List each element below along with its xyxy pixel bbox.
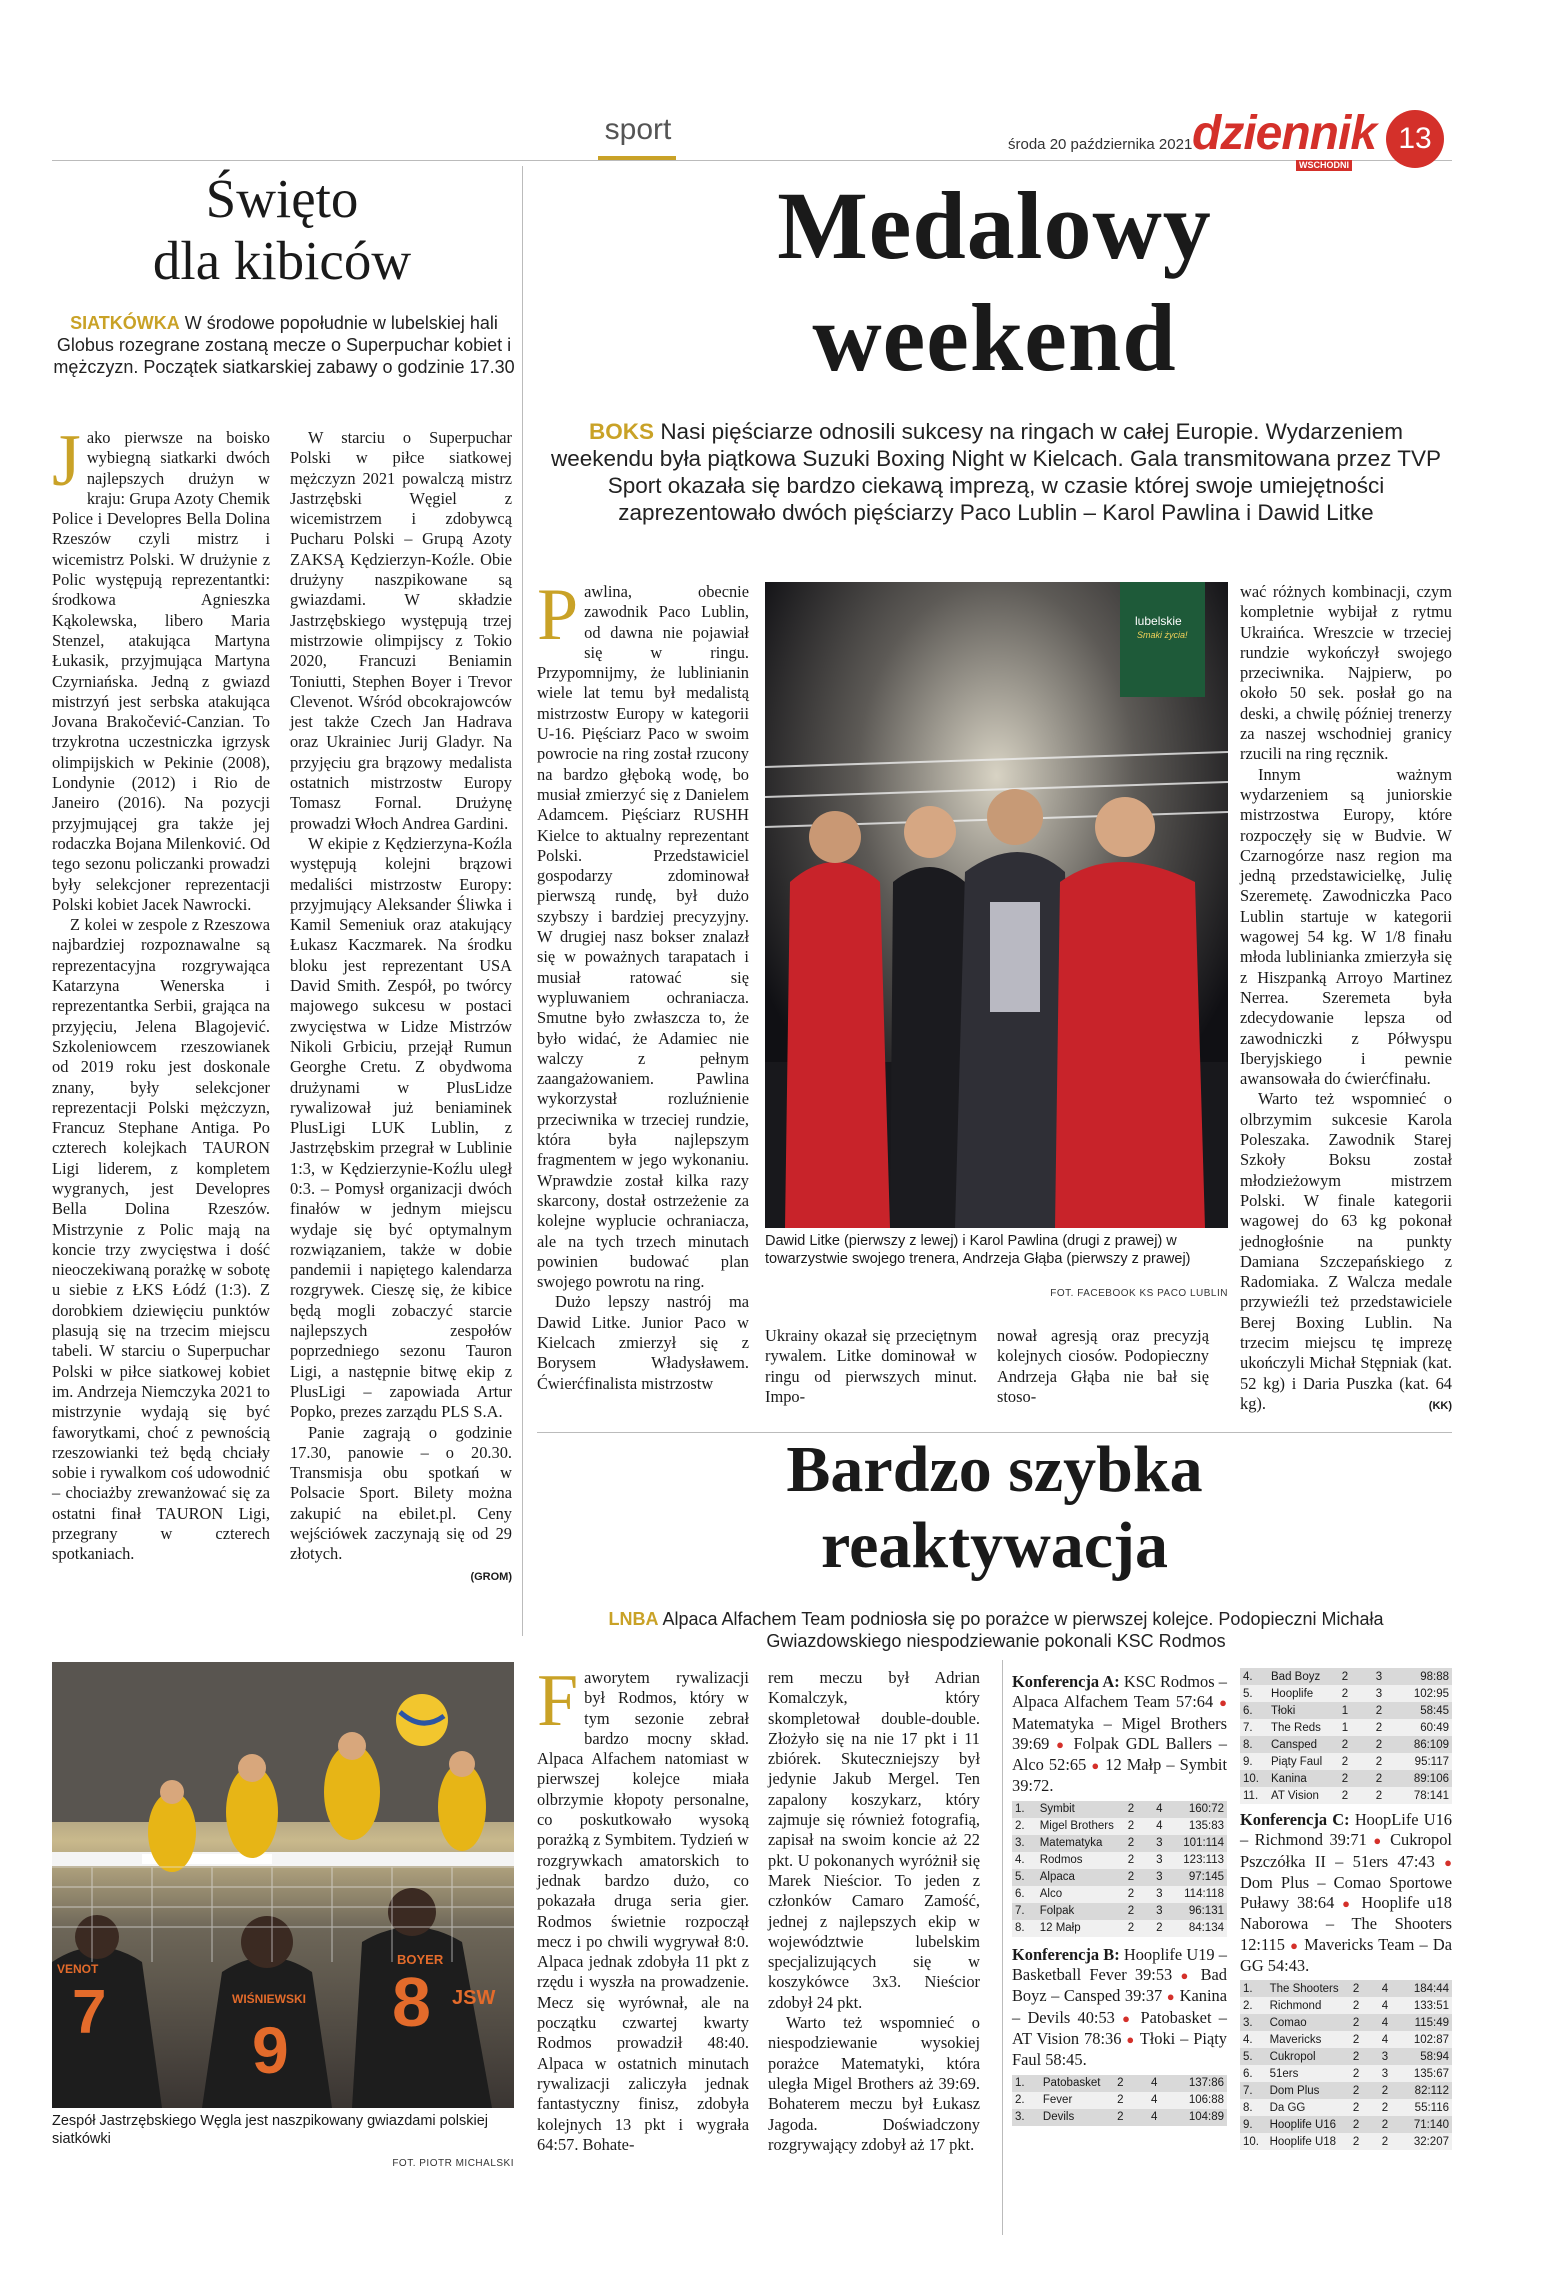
rank-cell: 3.	[1012, 1835, 1037, 1852]
rank-cell: 4.	[1012, 1852, 1037, 1869]
games-cell: 2	[1342, 2031, 1371, 2048]
table-row	[1012, 1835, 1227, 1852]
table-row	[1240, 1719, 1452, 1736]
games-cell: 2	[1328, 1770, 1362, 1787]
table-row	[1012, 1869, 1227, 1886]
article1-paragraph: Panie zagrają o godzinie 17.30, panowie – o 20.30. Transmisja obu spotkań w Polsacie Sport. Bilety można zakupić na ebilet.pl. Ceny wejściówek zaczynają się od 29 złotych.	[290, 1422, 512, 1564]
column-divider	[1002, 1660, 1003, 2235]
article3-title-line2: reaktywacja	[820, 1509, 1168, 1582]
team-cell: Symbit	[1037, 1801, 1117, 1818]
article2-drop-cap: P	[537, 574, 579, 656]
team-cell: Mavericks	[1267, 2031, 1342, 2048]
rank-cell: 10.	[1240, 2133, 1267, 2150]
rank-cell: 7.	[1012, 1903, 1037, 1920]
rank-cell: 2.	[1012, 2092, 1040, 2109]
article1-paragraph: W starciu o Superpuchar Polski w piłce siatkowej mężczyzn 2021 powalczą mistrz Jastrzębski Węgiel z wicemistrzem i zdobywcą Pucharu Polski – Grupą Azoty ZAKSĄ Kędzierzyn-Koźle. Obie drużyny naszpikowane są gwiazdami. W składzie Jastrzębskiego występują trzej mistrzowie olimpijscy z Tokio 2020, Francuzi Beniamin Toniutti, Stephen Boyer i Trevor Clevenot. Wśród obcokrajowców jest także Czech Jan Hadrava oraz Ukrainiec Jurij Gladyr. Na przyjęciu gra brązowy medalista ostatnich mistrzostw Europy Tomasz Fornal. Drużynę prowadzi Włoch Andrea Gardini.	[290, 428, 512, 833]
games-cell: 2	[1328, 1685, 1362, 1702]
article2-paragraph: Dużo lepszy nastrój ma Dawid Litke. Junior Paco w Kielcach zmierzył się z Borysem Władysławem. Ćwierćfinalista mistrzostw	[537, 1292, 749, 1393]
rank-cell: 2.	[1012, 1818, 1037, 1835]
rank-cell: 3.	[1240, 2014, 1267, 2031]
table-row	[1012, 1801, 1227, 1818]
table-row	[1240, 1770, 1452, 1787]
points-cell: 3	[1371, 2048, 1400, 2065]
bullet-icon: ●	[1056, 1736, 1067, 1752]
games-cell: 2	[1103, 2109, 1137, 2126]
logo-subtitle: WSCHODNI	[1296, 160, 1352, 171]
points-cell: 3	[1145, 1886, 1173, 1903]
article2-title-line1: Medalowy	[777, 172, 1212, 279]
team-cell: Hooplife U18	[1267, 2133, 1342, 2150]
score-cell: 104:89	[1171, 2109, 1227, 2126]
article1-kicker: SIATKÓWKA	[70, 313, 180, 333]
conference-a-results	[1012, 1672, 1227, 1797]
conference-c-label: Konferencja C:	[1240, 1810, 1350, 1829]
table-row	[1240, 1997, 1452, 2014]
team-cell: Bad Boyz	[1268, 1668, 1328, 1685]
bullet-icon: ●	[1180, 1968, 1193, 1984]
article1-column-2	[290, 428, 512, 1587]
games-cell: 2	[1103, 2075, 1137, 2092]
article2-signature: (KK)	[1428, 1400, 1452, 1413]
rank-cell: 1.	[1240, 1980, 1267, 1997]
article3-column-1	[537, 1660, 749, 2155]
games-cell: 2	[1117, 1903, 1145, 1920]
boxing-scene-graphic	[765, 582, 1228, 1228]
table-row	[1012, 2075, 1227, 2092]
points-cell: 2	[1371, 2099, 1400, 2116]
points-cell: 3	[1145, 1852, 1173, 1869]
table-row	[1012, 2092, 1227, 2109]
points-cell: 3	[1362, 1668, 1396, 1685]
rank-cell: 6.	[1240, 1702, 1268, 1719]
table-row	[1240, 1753, 1452, 1770]
score-cell: 115:49	[1399, 2014, 1452, 2031]
score-cell: 95:117	[1396, 1753, 1452, 1770]
article1-drop-cap: J	[52, 420, 81, 502]
games-cell: 2	[1328, 1753, 1362, 1770]
team-cell: 12 Małp	[1037, 1920, 1117, 1937]
games-cell: 2	[1342, 2048, 1371, 2065]
team-cell: Cukropol	[1267, 2048, 1342, 2065]
rank-cell: 4.	[1240, 2031, 1267, 2048]
team-cell: Devils	[1040, 2109, 1104, 2126]
standings-table-b-part1	[1012, 2075, 1227, 2126]
page-number: 13	[1386, 110, 1444, 168]
team-cell: Folpak	[1037, 1903, 1117, 1920]
result-line: Bad Boyz – Cansped 39:37	[1012, 1965, 1227, 2006]
table-row	[1240, 1668, 1452, 1685]
article2-title	[537, 170, 1452, 394]
bullet-icon: ●	[1290, 1937, 1299, 1953]
table-row	[1240, 1736, 1452, 1753]
team-cell: Matematyka	[1037, 1835, 1117, 1852]
team-cell: Rodmos	[1037, 1852, 1117, 1869]
bullet-icon: ●	[1342, 1896, 1354, 1912]
rank-cell: 3.	[1012, 2109, 1040, 2126]
points-cell: 2	[1362, 1753, 1396, 1770]
article1-paragraph: W ekipie z Kędzierzyna-Koźla występują kolejni brązowi medaliści mistrzostw Europy: przyjmujący Aleksander Śliwka i Kamil Semeniuk oraz atakujący Łukasz Kaczmarek. Na środku bloku jest reprezentant USA David Smith. Zespół, po twórcy majowego sukcesu w postaci zwycięstwa w Lidze Mistrzów Nikoli Grbiciu, przejął Rumun Georghe Cretu. Z obydwoma drużynami w PlusLidze rywalizował już beniaminek PlusLigi LUK Lublin, z Jastrzębskim przegrał w Lublinie 1:3, w Kędzierzynie-Koźlu uległ 0:3. – Pomysł organizacji dwóch finałów w jednym miejscu wydaje się być optymalnym rozwiązaniem, także w dobie pandemii i napiętego kalendarza rozgrywek. Cieszę się, że kibice będą mogli zobaczyć starcie najlepszych zespołów poprzedniego sezonu Tauron Ligi, a następnie bitwę ekip z PlusLigi – zapowiada Artur Popko, prezes zarządu PLS S.A.	[290, 833, 512, 1422]
rank-cell: 8.	[1240, 2099, 1267, 2116]
article2-paragraph: Warto też wspomnieć o olbrzymim sukcesie Karola Poleszaka. Zawodnik Starej Szkoły Boksu został młodzieżowym mistrzem Polski. W finale kategorii wagowej do 63 kg pokonał jednogłośnie na punkty Damiana Szczepańskiego z Radomiaka. Z Walcza medale przywieźli też przedstawiciele Berej Boxing Lublin. Na trzecim miejscu tę imprezę ukończyli Michał Stępniak (kat. 52 kg) i Daria Puszka (kat. 64 kg).	[1240, 1089, 1452, 1413]
article3-lead	[540, 1608, 1452, 1652]
table-row	[1240, 1685, 1452, 1702]
article2-column-3	[997, 1326, 1209, 1407]
team-cell: The Reds	[1268, 1719, 1328, 1736]
article2-lead	[540, 418, 1452, 526]
table-row	[1240, 2031, 1452, 2048]
table-row	[1012, 1886, 1227, 1903]
conference-b-label: Konferencja B:	[1012, 1944, 1120, 1964]
result-line: Hooplife U19 – Basketball Fever 39:53	[1012, 1944, 1227, 1985]
rank-cell: 1.	[1012, 1801, 1037, 1818]
team-cell: Kanina	[1268, 1770, 1328, 1787]
article2-title-line2: weekend	[812, 284, 1177, 391]
article1-title-line2: dla kibiców	[152, 230, 412, 291]
score-cell: 78:141	[1396, 1787, 1452, 1804]
results-column-1	[1012, 1668, 1227, 2126]
result-line: KSC Rodmos – Alpaca Alfachem Team 57:64	[1012, 1672, 1227, 1712]
table-row	[1240, 1702, 1452, 1719]
article3-paragraph: Warto też wspomnieć o niespodziewanie wysokiej porażce Matematyki, która uległa Migel Brothers aż 39:69. Bohaterem meczu był Łukasz Jagoda. Doświadczony rozgrywający zdobył aż 17 pkt.	[768, 2013, 980, 2154]
article2-kicker: BOKS	[589, 419, 655, 444]
points-cell: 4	[1371, 2031, 1400, 2048]
jersey-name-8: BOYER	[397, 1952, 444, 1967]
points-cell: 2	[1145, 1920, 1173, 1937]
team-cell: Comao	[1267, 2014, 1342, 2031]
boxing-photo-credit: FOT. FACEBOOK KS PACO LUBLIN	[1050, 1288, 1228, 1299]
team-cell: AT Vision	[1268, 1787, 1328, 1804]
result-line: Patobasket – AT Vision 78:36	[1012, 2007, 1227, 2048]
standings-table-c	[1240, 1980, 1452, 2150]
article2-paragraph: wać różnych kombinacji, czym kompletnie wybijał z rytmu Ukraińca. Wreszcie w trzeciej rundzie wykończył swojego przeciwnika. Najpierw, po około 50 sek. posłał go na deski, a chwilę później trenerzy za naszej wschodniej granicy rzucili na ring ręcznik.	[1240, 582, 1452, 764]
team-cell: Migel Brothers	[1037, 1818, 1117, 1835]
score-cell: 133:51	[1399, 1997, 1452, 2014]
article3-title-line1: Bardzo szybka	[786, 1433, 1203, 1506]
bullet-icon: ●	[1166, 1989, 1176, 2005]
standings-table-b-part2	[1240, 1668, 1452, 1804]
table-row	[1240, 2065, 1452, 2082]
jersey-number-7: 7	[72, 1978, 107, 2047]
article1-column-1	[52, 420, 270, 1565]
points-cell: 2	[1362, 1702, 1396, 1719]
jersey-sponsor: JSW	[452, 1987, 496, 2009]
result-line: Kanina – Devils 40:53	[1012, 1986, 1228, 2027]
result-line: 12 Małp – Symbit 39:72.	[1012, 1755, 1227, 1796]
points-cell: 2	[1362, 1787, 1396, 1804]
result-line: Mavericks Team – Da GG 54:43.	[1240, 1934, 1452, 1976]
table-row	[1012, 2109, 1227, 2126]
score-cell: 97:145	[1173, 1869, 1227, 1886]
rank-cell: 5.	[1240, 2048, 1267, 2065]
article2-paragraph: nował agresją oraz precyzją kolejnych ciosów. Podopieczny Andrzeja Głąba nie bał się stoso-	[997, 1326, 1209, 1406]
team-cell: Hooplife U16	[1267, 2116, 1342, 2133]
score-cell: 184:44	[1399, 1980, 1452, 1997]
article2-paragraph: Ukrainy okazał się przeciętnym rywalem. Litke dominował w ringu od pierwszych minut. Impo-	[765, 1326, 977, 1406]
games-cell: 2	[1328, 1787, 1362, 1804]
points-cell: 4	[1145, 1801, 1173, 1818]
article1-paragraph: ako pierwsze na boisko wybiegną siatkarki dwóch najlepszych drużyn w kraju: Grupa Azoty Chemik Police i Developres Bella Dolina Rzeszów czyli mistrz i wicemistrz Polski. W drużynie z Polic występują reprezentantki: środkowa Agnieszka Kąkolewska, libero Maria Stenzel, atakująca Martyna Łukasik, przyjmująca Martyna Czyrniańska. Jedną z gwiazd mistrzyń jest serbska atakująca Jovana Brakočević-Canzian. To trzykrotna uczestniczka igrzysk olimpijskich w Pekinie (2008), Londynie (2012) i Rio de Janeiro (2016). Na pozycji przyjmującej gra także jej rodaczka Bojana Milenković. Od tego sezonu policzanki prowadzi były selekcjoner reprezentacji Polski kobiet Jacek Nawrocki.	[52, 428, 270, 914]
result-line: Folpak GDL Ballers – Alco 52:65	[1012, 1733, 1227, 1775]
games-cell: 2	[1117, 1835, 1145, 1852]
article3-kicker: LNBA	[608, 1609, 659, 1629]
article1-lead	[52, 312, 516, 378]
table-row	[1240, 1787, 1452, 1804]
score-cell: 101:114	[1173, 1835, 1227, 1852]
table-row	[1240, 2133, 1452, 2150]
article3-column-2	[768, 1668, 980, 2155]
table-row	[1240, 2014, 1452, 2031]
result-line: Hooplife u18 Naborowa – The Shooters 12:115	[1240, 1893, 1452, 1954]
team-cell: Alpaca	[1037, 1869, 1117, 1886]
team-cell: Cansped	[1268, 1736, 1328, 1753]
score-cell: 96:131	[1173, 1903, 1227, 1920]
score-cell: 89:106	[1396, 1770, 1452, 1787]
table-row	[1240, 2048, 1452, 2065]
article3-title	[537, 1432, 1452, 1584]
rank-cell: 7.	[1240, 2082, 1267, 2099]
games-cell: 2	[1117, 1818, 1145, 1835]
bullet-icon: ●	[1126, 2031, 1136, 2047]
conference-b-results	[1012, 1945, 1227, 2071]
jersey-number-8: 8	[392, 1963, 431, 2041]
score-cell: 102:87	[1399, 2031, 1452, 2048]
banner-text: lubelskie	[1135, 614, 1182, 628]
table-row	[1240, 2116, 1452, 2133]
points-cell: 2	[1362, 1719, 1396, 1736]
section-label: sport	[604, 113, 672, 146]
jersey-number-9: 9	[252, 2013, 289, 2087]
rank-cell: 5.	[1240, 1685, 1268, 1702]
points-cell: 4	[1371, 1980, 1400, 1997]
points-cell: 2	[1371, 2082, 1400, 2099]
boxing-photo	[765, 582, 1228, 1228]
score-cell: 32:207	[1399, 2133, 1452, 2150]
points-cell: 2	[1371, 2116, 1400, 2133]
team-cell: Da GG	[1267, 2099, 1342, 2116]
bullet-icon: ●	[1122, 2010, 1134, 2026]
team-cell: Fever	[1040, 2092, 1104, 2109]
games-cell: 2	[1328, 1668, 1362, 1685]
article1-title-line1: Święto	[205, 168, 359, 229]
article3-lead-text: Alpaca Alfachem Team podniosła się po porażce w pierwszej kolejce. Podopieczni Michała Gwiazdowskiego niespodziewanie pokonali KSC Rodmos	[662, 1609, 1384, 1651]
results-column-2	[1240, 1668, 1452, 2150]
games-cell: 2	[1342, 1980, 1371, 1997]
points-cell: 3	[1145, 1835, 1173, 1852]
points-cell: 2	[1362, 1770, 1396, 1787]
rank-cell: 11.	[1240, 1787, 1268, 1804]
bullet-icon: ●	[1091, 1758, 1101, 1774]
games-cell: 2	[1342, 2116, 1371, 2133]
result-line: Dom Plus – Comao Sportowe Puławy 38:64	[1240, 1872, 1452, 1913]
banner-subtext: Smaki życia!	[1137, 630, 1188, 640]
score-cell: 102:95	[1396, 1685, 1452, 1702]
score-cell: 58:94	[1399, 2048, 1452, 2065]
points-cell: 3	[1371, 2065, 1400, 2082]
games-cell: 1	[1328, 1702, 1362, 1719]
team-cell: Tłoki	[1268, 1702, 1328, 1719]
score-cell: 86:109	[1396, 1736, 1452, 1753]
games-cell: 2	[1342, 1997, 1371, 2014]
rank-cell: 5.	[1012, 1869, 1037, 1886]
score-cell: 98:88	[1396, 1668, 1452, 1685]
team-cell: Richmond	[1267, 1997, 1342, 2014]
games-cell: 2	[1342, 2099, 1371, 2116]
article2-column-4	[1240, 582, 1452, 1416]
games-cell: 2	[1117, 1869, 1145, 1886]
points-cell: 4	[1137, 2075, 1171, 2092]
points-cell: 2	[1371, 2133, 1400, 2150]
rank-cell: 8.	[1012, 1920, 1037, 1937]
volleyball-photo	[52, 1662, 514, 2108]
article2-column-2	[765, 1326, 977, 1407]
bullet-icon: ●	[1444, 1854, 1452, 1870]
score-cell: 114:118	[1173, 1886, 1227, 1903]
article1-title	[52, 168, 512, 292]
article3-paragraph: rem meczu był Adrian Komalczyk, który skompletował double-double. Złożyło się na nie 17 pkt i 11 zbiórek. Skuteczniejszy był jedynie Jakub Mergel. Ten zapalony koszykarz, który zajmuje się również fotografią, zapisał na swoim koncie aż 22 pkt. U pokonanych wyróżnił się Marek Nieścior. To jeden z członków Camaro Zamość, jednej z najlepszych ekip w województwie lubelskim specjalizujących się w koszykówce 3x3. Nieścior zdobył 24 pkt.	[768, 1668, 980, 2012]
games-cell: 2	[1342, 2065, 1371, 2082]
games-cell: 1	[1328, 1719, 1362, 1736]
volleyball-photo-caption: Zespół Jastrzębskiego Węgla jest naszpikowany gwiazdami polskiej siatkówki	[52, 2113, 489, 2147]
boxing-photo-caption: Dawid Litke (pierwszy z lewej) i Karol Pawlina (drugi z prawej) w towarzystwie swojego trenera, Andrzeja Głąba (pierwszy z prawej)	[765, 1233, 1191, 1267]
bullet-icon: ●	[1373, 1833, 1384, 1849]
volleyball-photo-credit: FOT. PIOTR MICHALSKI	[392, 2158, 514, 2169]
rank-cell: 2.	[1240, 1997, 1267, 2014]
result-line: Cukropol Pszczółka II – 51ers 47:43	[1240, 1830, 1452, 1871]
games-cell: 2	[1117, 1852, 1145, 1869]
conference-c-results	[1240, 1810, 1452, 1976]
result-line: HoopLife U16 – Richmond 39:71	[1240, 1810, 1452, 1850]
article2-paragraph: awlina, obecnie zawodnik Paco Lublin, od dawna nie pojawiał się w ringu. Przypomnijmy, że lublinianin wiele lat temu był medalistą mistrzostw Europy w kategorii U-16. Pięściarz Paco w swoim powrocie na ring został rzucony na bardzo głęboką wodę, bo musiał zmierzyć się z Danielem Adamcem. Pięściarz RUSHH Kielce to aktualny reprezentant Polski. Przedstawiciel gospodarzy zdominował pierwszą rundę, był dużo szybszy i bardziej precyzyjny. W drugiej nasz bokser znalazł się w poważnych tarapatach i musiał ratować się wypluwaniem ochraniacza. Smutne było zwłaszcza to, że było widać, że Adamiec nie walczy z pełnym zaangażowaniem. Pawlina wykorzystał rozluźnienie przeciwnika w trzeciej rundzie, która była najlepszym fragmentem w jego wykonaniu. Wprawdzie został kilka razy skarcony, dostał ostrzeżenie za kolejne wyplucie ochraniacza, ale na tych trzech minutach powinien budować plan swojego powrotu na ring.	[537, 582, 749, 1292]
table-row	[1240, 2099, 1452, 2116]
result-line: Matematyka – Migel Brothers 39:69	[1012, 1713, 1227, 1753]
points-cell: 3	[1362, 1685, 1396, 1702]
score-cell: 137:86	[1171, 2075, 1227, 2092]
points-cell: 3	[1145, 1869, 1173, 1886]
bullet-icon: ●	[1219, 1695, 1227, 1711]
team-cell: The Shooters	[1267, 1980, 1342, 1997]
games-cell: 2	[1117, 1801, 1145, 1818]
logo: dziennik	[1192, 107, 1377, 160]
article1-lead-text: W środowe popołudnie w lubelskiej hali Globus rozegrane zostaną mecze o Superpuchar kobiet i mężczyzn. Początek siatkarskiej zabawy o godzinie 17.30	[53, 313, 515, 377]
article2-paragraph: Innym ważnym wydarzeniem są juniorskie mistrzostwa Europy, które rozpoczęły się w Budvie. W Czarnogórze nasz region ma jedną przedstawicielkę, Julię Szeremetę. Zawodniczka Paco Lublin startuje w kategorii wagowej 54 kg. W 1/8 finału młoda lublinianka zmierzyła się z Hiszpanką Arroyo Martinez Nerrea. Szeremeta była zdecydowanie lepsza od zawodniczki z Półwyspu Iberyjskiego i pewnie awansowała do ćwierćfinału.	[1240, 764, 1452, 1089]
points-cell: 4	[1145, 1818, 1173, 1835]
conference-a-label: Konferencja A:	[1012, 1672, 1120, 1691]
score-cell: 135:67	[1399, 2065, 1452, 2082]
points-cell: 4	[1137, 2109, 1171, 2126]
team-cell: Piąty Faul	[1268, 1753, 1328, 1770]
rank-cell: 6.	[1012, 1886, 1037, 1903]
table-row	[1012, 1920, 1227, 1937]
rank-cell: 9.	[1240, 1753, 1268, 1770]
score-cell: 160:72	[1173, 1801, 1227, 1818]
rank-cell: 4.	[1240, 1668, 1268, 1685]
article1-paragraph: Z kolei w zespole z Rzeszowa najbardziej rozpoznawalne są reprezentacyjna rozgrywająca Katarzyna Wenerska i reprezentantka Serbii, grająca na przyjęciu, Jelena Blagojević. Szkoleniowcem rzeszowianek od 2019 roku jest doskonale znany, były selekcjoner reprezentacji Polski mężczyzn, Francuz Stephane Antiga. Po czterech kolejkach TAURON Ligi liderem, z kompletem wygranych, jest Developres Bella Dolina Rzeszów. Mistrzynie z Polic mają na koncie trzy zwycięstwa i dość nieoczekiwaną porażkę w sobotę u siebie z ŁKS Łódź (1:3). Z dorobkiem dziewięciu punktów plasują się na trzecim miejscu tabeli. W starciu o Superpuchar Polski w piłce siatkowej kobiet im. Andrzeja Niemczyka 2021 to mistrzynie wydają się być faworytkami, choć z pewnością rzeszowianki też będą chciały sobie i rywalkom coś udowodnić – chociażby zrewanżować się za ostatni finał TAURON Ligi, przegrany w czterech spotkaniach.	[52, 915, 270, 1564]
score-cell: 55:116	[1399, 2099, 1452, 2116]
jersey-name-7: VENOT	[57, 1962, 99, 1976]
score-cell: 58:45	[1396, 1702, 1452, 1719]
team-cell: Hooplife	[1268, 1685, 1328, 1702]
article1-signature: (GROM)	[470, 1570, 512, 1583]
standings-table-a	[1012, 1801, 1227, 1937]
issue-date: środa 20 października 2021	[1008, 136, 1193, 153]
games-cell: 2	[1328, 1736, 1362, 1753]
points-cell: 3	[1145, 1903, 1173, 1920]
games-cell: 2	[1342, 2014, 1371, 2031]
team-cell: 51ers	[1267, 2065, 1342, 2082]
rank-cell: 6.	[1240, 2065, 1267, 2082]
article2-column-1	[537, 574, 749, 1394]
points-cell: 4	[1371, 1997, 1400, 2014]
games-cell: 2	[1103, 2092, 1137, 2109]
table-row	[1012, 1852, 1227, 1869]
games-cell: 2	[1342, 2082, 1371, 2099]
score-cell: 60:49	[1396, 1719, 1452, 1736]
column-divider	[522, 166, 523, 1636]
table-row	[1012, 1818, 1227, 1835]
table-row	[1240, 2082, 1452, 2099]
article2-lead-text: Nasi pięściarze odnosili sukcesy na ringach w całej Europie. Wydarzeniem weekendu była piątkowa Suzuki Boxing Night w Kielcach. Gala transmitowana przez TVP Sport okazała się bardzo ciekawą imprezą, w czasie której swoje umiejętności zaprezentowało dwóch pięściarzy Paco Lublin – Karol Pawlina i Dawid Litke	[550, 419, 1442, 525]
header-rule	[52, 160, 1452, 161]
team-cell: Patobasket	[1040, 2075, 1104, 2092]
article3-paragraph: aworytem rywalizacji był Rodmos, który w tym sezonie zebrał bardzo mocny skład. Alpaca Alfachem natomiast w pierwszej kolejce miała olbrzymie kłopoty personalne, co poskutkowało wysoką porażką z Symbitem. Tydzień w rozgrywkach amatorskich to jednak bardzo dużo, co pokazała druga seria gier. Rodmos świetnie rozpoczął mecz i po chwili wygrywał 8:0. Alpaca jednak zdobyła 11 pkt z rzędu i wyszła na prowadzenie. Mecz się wyrównał, ale na początku czwartej kwarty Rodmos prowadził 48:40. Alpaca w ostatnich minutach rywalizacji zaliczyła jednak fantastyczny finisz, zdobyła kolejnych 13 pkt i wygrała 64:57. Bohate-	[537, 1668, 749, 2154]
table-row	[1012, 1903, 1227, 1920]
team-cell: Alco	[1037, 1886, 1117, 1903]
rank-cell: 10.	[1240, 1770, 1268, 1787]
score-cell: 135:83	[1173, 1818, 1227, 1835]
games-cell: 2	[1342, 2133, 1371, 2150]
games-cell: 2	[1117, 1886, 1145, 1903]
table-row	[1240, 1980, 1452, 1997]
rank-cell: 8.	[1240, 1736, 1268, 1753]
rank-cell: 9.	[1240, 2116, 1267, 2133]
rank-cell: 7.	[1240, 1719, 1268, 1736]
article3-drop-cap: F	[537, 1660, 579, 1742]
points-cell: 2	[1362, 1736, 1396, 1753]
rank-cell: 1.	[1012, 2075, 1040, 2092]
points-cell: 4	[1371, 2014, 1400, 2031]
score-cell: 123:113	[1173, 1852, 1227, 1869]
team-cell: Dom Plus	[1267, 2082, 1342, 2099]
games-cell: 2	[1117, 1920, 1145, 1937]
score-cell: 71:140	[1399, 2116, 1452, 2133]
score-cell: 82:112	[1399, 2082, 1452, 2099]
score-cell: 84:134	[1173, 1920, 1227, 1937]
result-line: Tłoki – Piąty Faul 58:45.	[1012, 2028, 1227, 2070]
jersey-name-9: WIŚNIEWSKI	[232, 1992, 306, 2006]
points-cell: 4	[1137, 2092, 1171, 2109]
score-cell: 106:88	[1171, 2092, 1227, 2109]
